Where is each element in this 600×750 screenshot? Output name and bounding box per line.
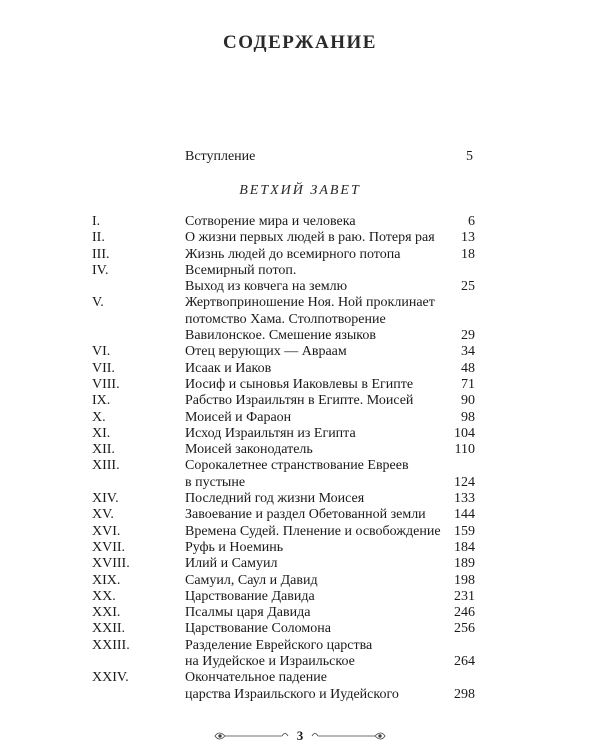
chapter-title-line: Завоевание и раздел Обетованной земли	[185, 507, 426, 523]
chapter-number: IV.	[92, 262, 109, 278]
chapter-title-line: Жизнь людей до всемирного потопа	[185, 246, 401, 262]
chapter-number: XIV.	[92, 491, 119, 507]
chapter-number: XXI.	[92, 605, 121, 621]
chapter-number: XII.	[92, 442, 115, 458]
chapter-title	[185, 523, 441, 540]
chapter-title-line: Сотворение мира и человека	[185, 214, 356, 229]
chapter-title	[185, 670, 425, 703]
chapter-title-line: Рабство Израильтян в Египте. Моисей	[185, 393, 414, 409]
chapter-title-line: Времена Судей. Пленение и освобождение	[185, 523, 441, 539]
chapter-page: 298	[454, 686, 475, 702]
toc-entry[interactable]	[0, 230, 600, 246]
toc-entry[interactable]	[0, 556, 600, 572]
chapter-title-line: Отец верующих — Авраам	[185, 344, 347, 360]
chapter-number: XIII.	[92, 458, 120, 474]
toc-entry[interactable]	[0, 410, 600, 426]
chapter-title	[185, 393, 425, 409]
section-heading: ВЕТХИЙ ЗАВЕТ	[239, 183, 361, 198]
chapter-title-line: Псалмы царя Давида	[185, 605, 311, 621]
chapter-page: 25	[461, 279, 475, 295]
intro-entry[interactable]	[185, 149, 473, 165]
chapter-title-line: Вавилонское. Смешение языков	[185, 328, 377, 344]
chapter-title-line: Самуил, Саул и Давид	[185, 572, 318, 588]
toc-entry[interactable]	[0, 426, 600, 442]
chapter-number: XVII.	[92, 539, 126, 555]
chapter-title-line: Царствование Давида	[185, 588, 315, 604]
chapter-page: 124	[454, 474, 475, 490]
chapter-page: 256	[454, 621, 475, 637]
toc-entry[interactable]	[0, 573, 600, 589]
chapter-number: VI.	[92, 344, 111, 360]
toc-entry[interactable]	[0, 458, 600, 491]
chapter-page: 48	[461, 360, 475, 376]
chapter-title-line: Жертвоприношение Ноя. Ной проклинает	[185, 295, 435, 311]
chapter-page: 104	[454, 425, 475, 441]
chapter-number: XXIII.	[92, 637, 130, 653]
toc-entry[interactable]	[0, 524, 600, 540]
toc-entry[interactable]	[0, 638, 600, 671]
intro-label: Вступление	[185, 149, 256, 164]
chapter-title	[185, 621, 425, 637]
toc-entry[interactable]	[0, 214, 600, 230]
chapter-number: XVIII.	[92, 556, 130, 572]
chapter-title-line: Царствование Соломона	[185, 621, 331, 637]
chapter-title	[185, 230, 435, 246]
chapter-title-line: Окончательное падение	[185, 670, 327, 686]
chapter-page: 6	[468, 214, 475, 229]
chapter-title-line: Руфь и Ноеминь	[185, 539, 284, 555]
chapter-title	[185, 540, 425, 556]
chapter-title	[185, 214, 425, 230]
chapter-number: XXII.	[92, 621, 126, 637]
chapter-title-line: на Иудейское и Израильское	[185, 654, 355, 670]
chapter-number: II.	[92, 230, 105, 246]
toc-entry[interactable]	[0, 263, 600, 296]
toc-entry[interactable]	[0, 442, 600, 458]
toc-entry[interactable]	[0, 589, 600, 605]
toc-entry[interactable]	[0, 393, 600, 409]
chapter-title-line: Иосиф и сыновья Иаковлевы в Египте	[185, 376, 414, 392]
chapter-title-line: О жизни первых людей в раю. Потеря рая	[185, 230, 435, 246]
chapter-page: 144	[454, 507, 475, 523]
chapter-title	[185, 410, 425, 426]
chapter-title	[185, 491, 425, 507]
chapter-page: 110	[454, 442, 475, 458]
chapter-number: V.	[92, 295, 104, 311]
chapter-page: 71	[461, 376, 475, 392]
chapter-page: 13	[461, 230, 475, 246]
table-of-contents	[0, 214, 600, 703]
chapter-title	[185, 377, 425, 393]
toc-entry[interactable]	[0, 377, 600, 393]
chapter-page: 264	[454, 654, 475, 670]
chapter-title	[185, 263, 425, 296]
toc-entry[interactable]	[0, 247, 600, 263]
chapter-title	[185, 361, 425, 377]
toc-entry[interactable]	[0, 540, 600, 556]
chapter-number: I.	[92, 214, 101, 229]
chapter-page: 189	[454, 556, 475, 572]
chapter-title	[185, 573, 425, 589]
chapter-number: VIII.	[92, 376, 120, 392]
chapter-title	[185, 507, 425, 523]
chapter-page: 18	[461, 246, 475, 262]
chapter-number: X.	[92, 409, 106, 425]
chapter-title-line: Исход Израильтян из Египта	[185, 425, 356, 441]
chapter-title	[185, 556, 425, 572]
chapter-page: 159	[454, 523, 475, 539]
chapter-title	[185, 605, 425, 621]
toc-entry[interactable]	[0, 605, 600, 621]
chapter-title-line: Исаак и Иаков	[185, 360, 272, 376]
chapter-title	[185, 426, 425, 442]
chapter-title-line: Моисей и Фараон	[185, 409, 292, 425]
chapter-number: III.	[92, 246, 110, 262]
chapter-title	[185, 442, 425, 458]
chapter-title-line: Сорокалетнее странствование Евреев	[185, 458, 409, 474]
chapter-title	[185, 295, 435, 344]
chapter-page: 198	[454, 572, 475, 588]
chapter-number: XVI.	[92, 523, 121, 539]
toc-entry[interactable]	[0, 507, 600, 523]
chapter-title	[185, 458, 425, 491]
chapter-title	[185, 247, 425, 263]
page-title: СОДЕРЖАНИЕ	[223, 32, 377, 53]
chapter-number: IX.	[92, 393, 111, 409]
chapter-number: XIX.	[92, 572, 121, 588]
toc-entry[interactable]	[0, 344, 600, 360]
chapter-page: 98	[461, 409, 475, 425]
intro-page: 5	[466, 149, 473, 164]
chapter-title-line: Разделение Еврейского царства	[185, 637, 373, 653]
chapter-page: 246	[454, 605, 475, 621]
page-number: 3	[296, 728, 304, 743]
chapter-number: XX.	[92, 588, 116, 604]
chapter-title-line: потомство Хама. Столпотворение	[185, 311, 386, 327]
chapter-page: 184	[454, 539, 475, 555]
chapter-title-line: Моисей законодатель	[185, 442, 313, 458]
chapter-number: XI.	[92, 425, 111, 441]
chapter-title-line: Последний год жизни Моисея	[185, 491, 365, 507]
chapter-title-line: царства Израильского и Иудейского	[185, 686, 399, 702]
chapter-title-line: Выход из ковчега на землю	[185, 279, 348, 295]
toc-entry[interactable]	[0, 491, 600, 507]
chapter-number: VII.	[92, 360, 115, 376]
chapter-page: 231	[454, 588, 475, 604]
chapter-title-line: Илий и Самуил	[185, 556, 278, 572]
chapter-number: XV.	[92, 507, 114, 523]
chapter-title-line: в пустыне	[185, 474, 246, 490]
chapter-page: 90	[461, 393, 475, 409]
page-footer	[0, 726, 600, 746]
chapter-title	[185, 638, 425, 671]
chapter-title-line: Всемирный потоп.	[185, 262, 297, 278]
chapter-title	[185, 344, 425, 360]
chapter-page: 29	[461, 328, 475, 344]
chapter-page: 133	[454, 491, 475, 507]
chapter-number: XXIV.	[92, 670, 129, 686]
toc-entry[interactable]	[0, 670, 600, 703]
chapter-page: 34	[461, 344, 475, 360]
toc-entry[interactable]	[0, 295, 600, 344]
chapter-title	[185, 589, 425, 605]
toc-entry[interactable]	[0, 621, 600, 637]
toc-entry[interactable]	[0, 361, 600, 377]
